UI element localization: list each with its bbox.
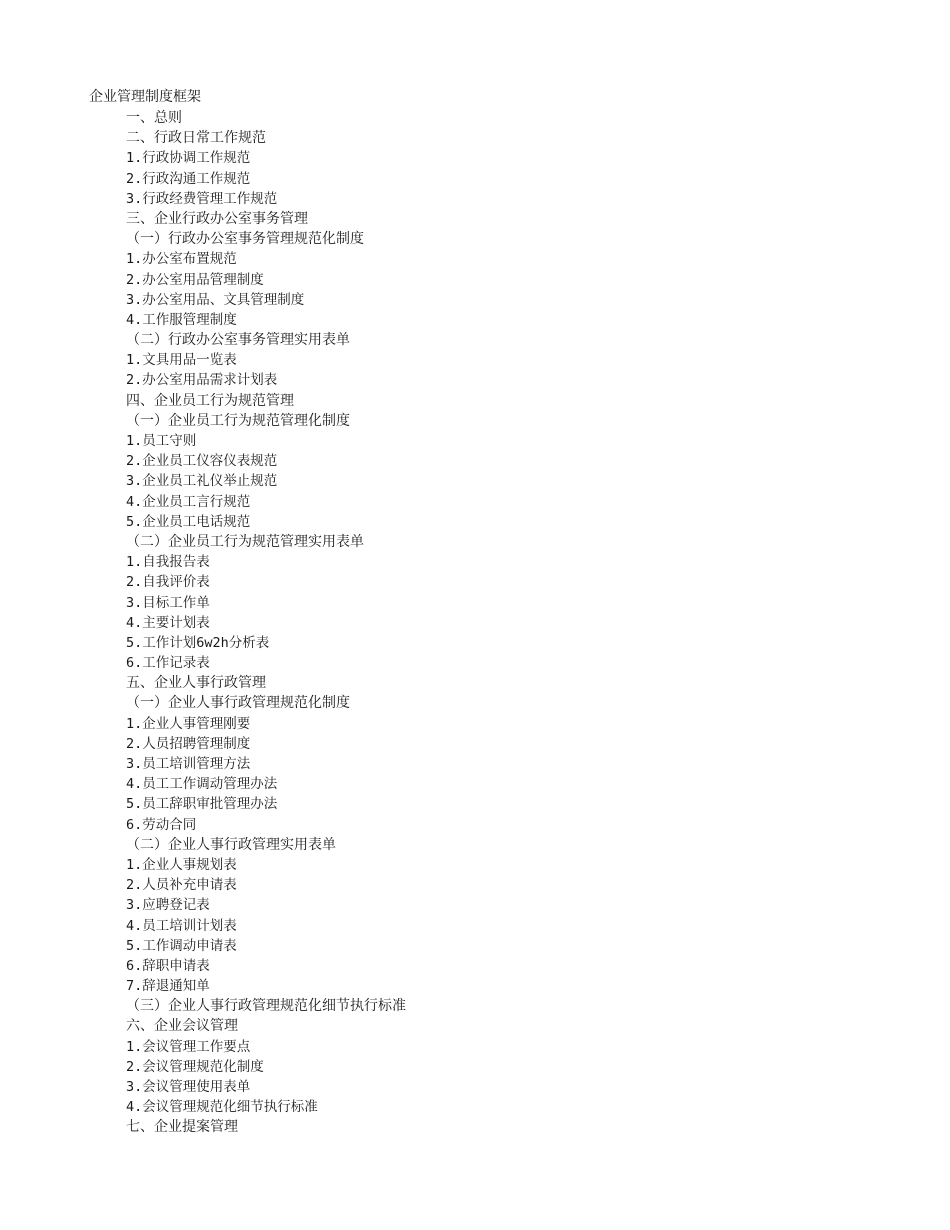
outline-item: 3.企业员工礼仪举止规范 [126, 473, 278, 490]
outline-section-heading: 四、企业员工行为规范管理 [126, 392, 294, 409]
outline-item: 3.应聘登记表 [126, 897, 210, 914]
outline-section-heading: 三、企业行政办公室事务管理 [126, 210, 308, 227]
outline-section-heading: 二、行政日常工作规范 [126, 130, 266, 147]
outline-item: 6.辞职申请表 [126, 957, 210, 974]
outline-subsection-heading: （一）行政办公室事务管理规范化制度 [126, 231, 364, 248]
outline-item: 1.行政协调工作规范 [126, 150, 251, 167]
outline-item: 6.劳动合同 [126, 816, 197, 833]
outline-item: 3.目标工作单 [126, 594, 210, 611]
outline-item: 4.企业员工言行规范 [126, 493, 251, 510]
document-body [89, 88, 889, 1138]
outline-subsection-heading: （二）行政办公室事务管理实用表单 [126, 332, 350, 349]
outline-subsection-heading: （一）企业人事行政管理规范化制度 [126, 695, 350, 712]
outline-subsection-heading: （一）企业员工行为规范管理化制度 [126, 412, 350, 429]
outline-item: 1.办公室布置规范 [126, 251, 237, 268]
outline-item: 5.员工辞职审批管理办法 [126, 796, 278, 813]
outline-item: 7.辞退通知单 [126, 978, 210, 995]
outline-item: 5.工作计划6w2h分析表 [126, 634, 270, 651]
outline-item: 4.员工工作调动管理办法 [126, 776, 278, 793]
outline-list [89, 108, 889, 1138]
outline-item: 1.企业人事管理刚要 [126, 715, 251, 732]
outline-item: 2.行政沟通工作规范 [126, 170, 251, 187]
document-title: 企业管理制度框架 [89, 89, 201, 105]
outline-item: 3.办公室用品、文具管理制度 [126, 291, 305, 308]
outline-section-heading: 一、总则 [126, 110, 182, 126]
outline-item: 1.会议管理工作要点 [126, 1038, 251, 1055]
outline-item: 2.办公室用品管理制度 [126, 271, 264, 288]
outline-item: 3.行政经费管理工作规范 [126, 190, 278, 207]
outline-item: 2.人员招聘管理制度 [126, 735, 251, 752]
outline-item: 2.人员补充申请表 [126, 877, 237, 894]
outline-item: 5.工作调动申请表 [126, 937, 237, 954]
outline-item: 3.会议管理使用表单 [126, 1079, 251, 1095]
outline-item: 4.主要计划表 [126, 614, 210, 631]
outline-item: 1.员工守则 [126, 433, 197, 449]
outline-subsection-heading: （二）企业员工行为规范管理实用表单 [126, 533, 364, 550]
outline-section-heading: 五、企业人事行政管理 [126, 675, 266, 692]
outline-section-heading: 七、企业提案管理 [126, 1119, 238, 1136]
outline-item: 1.文具用品一览表 [126, 352, 237, 369]
outline-item: 2.会议管理规范化制度 [126, 1058, 264, 1075]
outline-item: 3.员工培训管理方法 [126, 756, 251, 772]
outline-item: 5.企业员工电话规范 [126, 513, 251, 530]
outline-item: 1.自我报告表 [126, 554, 210, 571]
outline-item: 4.会议管理规范化细节执行标准 [126, 1099, 318, 1116]
outline-item: 2.企业员工仪容仪表规范 [126, 453, 278, 470]
outline-item: 6.工作记录表 [126, 655, 210, 672]
outline-subsection-heading: （二）企业人事行政管理实用表单 [126, 836, 336, 853]
outline-item: 2.办公室用品需求计划表 [126, 372, 278, 389]
outline-item: 2.自我评价表 [126, 574, 210, 591]
outline-item: 4.员工培训计划表 [126, 917, 237, 934]
outline-section-heading: 六、企业会议管理 [126, 1018, 238, 1035]
outline-item: 4.工作服管理制度 [126, 311, 237, 328]
outline-item: 1.企业人事规划表 [126, 856, 237, 873]
outline-subsection-heading: （三）企业人事行政管理规范化细节执行标准 [126, 998, 406, 1015]
